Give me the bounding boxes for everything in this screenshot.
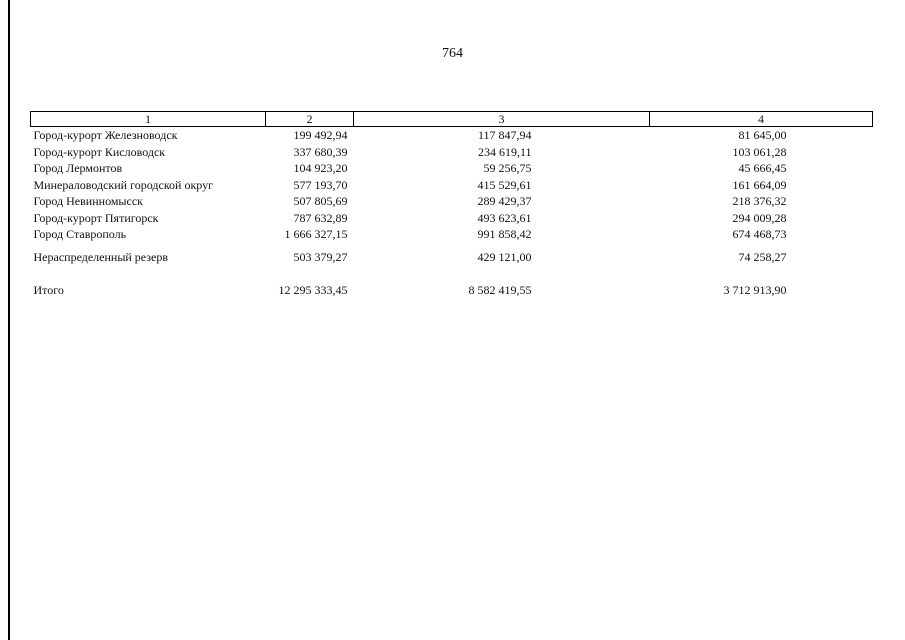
row-value-3: 991 858,42 bbox=[477, 227, 532, 241]
total-row bbox=[31, 282, 873, 299]
left-margin-rule bbox=[8, 0, 10, 640]
row-name: Город Невинномысск bbox=[33, 194, 143, 208]
row-value-3: 415 529,61 bbox=[477, 177, 532, 192]
table-row bbox=[31, 210, 873, 227]
row-value-4: 674 468,73 bbox=[732, 227, 787, 241]
row-name: Город-курорт Кисловодск bbox=[33, 144, 166, 159]
total-value-3: 8 582 419,55 bbox=[468, 283, 532, 297]
row-value-2: 787 632,89 bbox=[293, 210, 348, 225]
row-value-2: 337 680,39 bbox=[293, 144, 348, 159]
reserve-value-4: 74 258,27 bbox=[738, 249, 787, 264]
row-name: Город Лермонтов bbox=[33, 161, 123, 175]
column-header-3: 3 bbox=[354, 112, 650, 127]
table-row bbox=[31, 144, 873, 161]
table-row bbox=[31, 226, 873, 243]
row-name: Минераловодский городской округ bbox=[33, 177, 214, 192]
row-value-4: 81 645,00 bbox=[738, 128, 787, 142]
row-value-3: 234 619,11 bbox=[477, 144, 532, 159]
column-header-4: 4 bbox=[650, 112, 873, 127]
row-name: Город-курорт Пятигорск bbox=[33, 210, 159, 225]
row-value-2: 507 805,69 bbox=[293, 194, 348, 208]
total-name: Итого bbox=[33, 283, 64, 297]
reserve-value-2: 503 379,27 bbox=[293, 249, 348, 264]
row-value-2: 577 193,70 bbox=[293, 177, 348, 192]
row-value-4: 294 009,28 bbox=[732, 210, 787, 225]
column-header-1: 1 bbox=[31, 112, 266, 127]
row-value-2: 199 492,94 bbox=[293, 128, 348, 142]
budget-table bbox=[30, 111, 873, 299]
row-value-2: 1 666 327,15 bbox=[284, 227, 348, 241]
row-value-3: 59 256,75 bbox=[483, 161, 532, 175]
spacer-row bbox=[31, 265, 873, 282]
row-value-3: 117 847,94 bbox=[477, 128, 532, 142]
row-value-4: 103 061,28 bbox=[732, 144, 787, 159]
total-value-4: 3 712 913,90 bbox=[723, 283, 787, 297]
row-value-4: 218 376,32 bbox=[732, 194, 787, 208]
table-row bbox=[31, 127, 873, 144]
page-number: 764 bbox=[442, 46, 463, 61]
reserve-value-3: 429 121,00 bbox=[477, 249, 532, 264]
row-value-3: 493 623,61 bbox=[477, 210, 532, 225]
column-header-2: 2 bbox=[266, 112, 354, 127]
row-value-3: 289 429,37 bbox=[477, 194, 532, 208]
reserve-row bbox=[31, 249, 873, 266]
table-row bbox=[31, 160, 873, 177]
reserve-name: Нераспределенный резерв bbox=[33, 249, 169, 264]
row-value-2: 104 923,20 bbox=[293, 161, 348, 175]
row-name: Город Ставрополь bbox=[33, 227, 127, 241]
total-value-2: 12 295 333,45 bbox=[278, 283, 348, 297]
row-value-4: 161 664,09 bbox=[732, 177, 787, 192]
table-row bbox=[31, 177, 873, 194]
table-row bbox=[31, 193, 873, 210]
row-name: Город-курорт Железноводск bbox=[33, 128, 178, 142]
row-value-4: 45 666,45 bbox=[738, 161, 787, 175]
header-row bbox=[31, 112, 873, 127]
